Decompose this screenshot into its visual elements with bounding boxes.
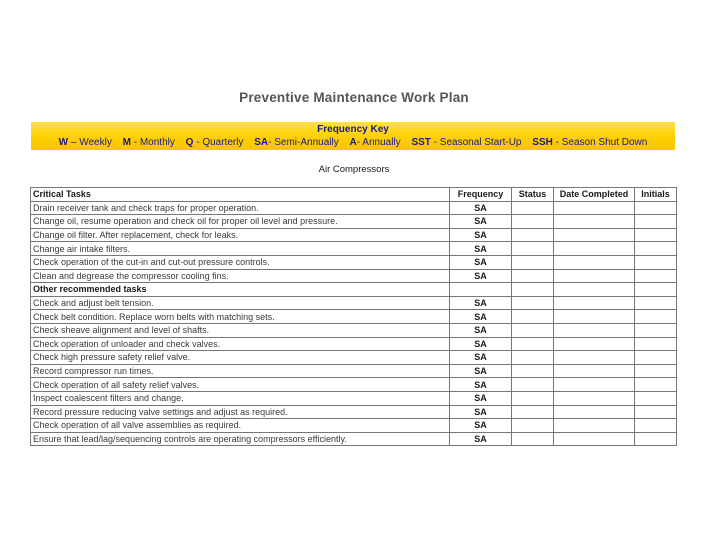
column-header-status: Status <box>512 188 554 202</box>
date-completed-cell[interactable] <box>554 419 635 433</box>
date-completed-cell[interactable] <box>554 242 635 256</box>
initials-cell[interactable] <box>635 419 677 433</box>
frequency-cell: SA <box>450 242 512 256</box>
frequency-key-item <box>254 137 339 148</box>
status-cell[interactable] <box>512 323 554 337</box>
initials-cell[interactable] <box>635 228 677 242</box>
status-cell[interactable] <box>512 242 554 256</box>
empty-cell <box>450 283 512 297</box>
task-cell: Record pressure reducing valve settings and adjust as required. <box>31 405 450 419</box>
date-completed-cell[interactable] <box>554 255 635 269</box>
date-completed-cell[interactable] <box>554 391 635 405</box>
status-cell[interactable] <box>512 201 554 215</box>
frequency-code: SST <box>411 137 431 148</box>
frequency-label: Seasonal Start-Up <box>439 137 522 148</box>
initials-cell[interactable] <box>635 405 677 419</box>
frequency-cell: SA <box>450 269 512 283</box>
table-row <box>31 296 677 310</box>
status-cell[interactable] <box>512 255 554 269</box>
frequency-cell: SA <box>450 255 512 269</box>
frequency-cell: SA <box>450 378 512 392</box>
frequency-cell: SA <box>450 215 512 229</box>
table-row <box>31 215 677 229</box>
section-title: Air Compressors <box>318 164 390 175</box>
table-row <box>31 228 677 242</box>
frequency-label: Annually <box>362 137 401 148</box>
page-title: Preventive Maintenance Work Plan <box>239 90 469 105</box>
task-cell: Check and adjust belt tension. <box>31 296 450 310</box>
empty-cell <box>635 283 677 297</box>
frequency-cell: SA <box>450 391 512 405</box>
initials-cell[interactable] <box>635 310 677 324</box>
initials-cell[interactable] <box>635 432 677 446</box>
frequency-sep: - <box>268 137 275 148</box>
frequency-label: Monthly <box>139 137 175 148</box>
frequency-sep: - <box>552 137 562 148</box>
date-completed-cell[interactable] <box>554 296 635 310</box>
column-header-initials: Initials <box>635 188 677 202</box>
task-cell: Change oil filter. After replacement, check for leaks. <box>31 228 450 242</box>
date-completed-cell[interactable] <box>554 310 635 324</box>
frequency-sep: - <box>430 137 440 148</box>
date-completed-cell[interactable] <box>554 215 635 229</box>
status-cell[interactable] <box>512 364 554 378</box>
table-row <box>31 405 677 419</box>
task-cell: Check operation of the cut-in and cut-out pressure controls. <box>31 255 450 269</box>
initials-cell[interactable] <box>635 269 677 283</box>
initials-cell[interactable] <box>635 242 677 256</box>
task-cell: Inspect coalescent filters and change. <box>31 391 450 405</box>
frequency-code: SSH <box>532 137 553 148</box>
task-cell: Check operation of all safety relief valves. <box>31 378 450 392</box>
status-cell[interactable] <box>512 351 554 365</box>
table-row <box>31 310 677 324</box>
date-completed-cell[interactable] <box>554 337 635 351</box>
task-cell: Check belt condition. Replace worn belts with matching sets. <box>31 310 450 324</box>
date-completed-cell[interactable] <box>554 364 635 378</box>
frequency-cell: SA <box>450 405 512 419</box>
frequency-cell: SA <box>450 228 512 242</box>
frequency-code: W <box>58 137 69 148</box>
task-cell: Record compressor run times. <box>31 364 450 378</box>
date-completed-cell[interactable] <box>554 228 635 242</box>
frequency-code: SA <box>254 137 269 148</box>
status-cell[interactable] <box>512 337 554 351</box>
table-row <box>31 419 677 433</box>
frequency-label: Weekly <box>79 137 112 148</box>
column-header-frequency: Frequency <box>450 188 512 202</box>
frequency-sep: - <box>193 137 203 148</box>
column-header-task: Critical Tasks <box>31 188 450 202</box>
initials-cell[interactable] <box>635 215 677 229</box>
empty-cell <box>554 283 635 297</box>
date-completed-cell[interactable] <box>554 269 635 283</box>
frequency-sep: - <box>356 137 363 148</box>
date-completed-cell[interactable] <box>554 201 635 215</box>
initials-cell[interactable] <box>635 201 677 215</box>
date-completed-cell[interactable] <box>554 432 635 446</box>
date-completed-cell[interactable] <box>554 378 635 392</box>
task-cell: Check operation of unloader and check valves. <box>31 337 450 351</box>
frequency-cell: SA <box>450 201 512 215</box>
frequency-key-item <box>532 137 647 148</box>
other-tasks-heading-body <box>31 283 677 297</box>
task-cell: Check high pressure safety relief valve. <box>31 351 450 365</box>
frequency-key-title: Frequency Key <box>317 124 389 135</box>
frequency-cell: SA <box>450 364 512 378</box>
status-cell[interactable] <box>512 310 554 324</box>
frequency-label: Semi-Annually <box>274 137 339 148</box>
task-cell: Change oil, resume operation and check oil for proper oil level and pressure. <box>31 215 450 229</box>
task-cell: Drain receiver tank and check traps for proper operation. <box>31 201 450 215</box>
frequency-cell: SA <box>450 419 512 433</box>
table-row <box>31 323 677 337</box>
table-row <box>31 201 677 215</box>
status-cell[interactable] <box>512 405 554 419</box>
task-cell: Clean and degrease the compressor cooling fins. <box>31 269 450 283</box>
frequency-key-item <box>123 137 175 148</box>
frequency-key-item <box>350 137 401 148</box>
frequency-code: M <box>122 137 131 148</box>
status-cell[interactable] <box>512 269 554 283</box>
table-row <box>31 269 677 283</box>
frequency-code: A <box>349 137 357 148</box>
frequency-sep: - <box>130 137 140 148</box>
initials-cell[interactable] <box>635 351 677 365</box>
table-row <box>31 432 677 446</box>
frequency-label: Quarterly <box>202 137 244 148</box>
initials-cell[interactable] <box>635 364 677 378</box>
task-cell: Check sheave alignment and level of shafts. <box>31 323 450 337</box>
section-subheading-row <box>31 283 677 297</box>
status-cell[interactable] <box>512 378 554 392</box>
status-cell[interactable] <box>512 215 554 229</box>
frequency-sep: – <box>68 137 80 148</box>
table-header-row <box>31 188 677 202</box>
frequency-cell: SA <box>450 432 512 446</box>
table-row <box>31 337 677 351</box>
status-cell[interactable] <box>512 296 554 310</box>
other-tasks-heading: Other recommended tasks <box>31 283 450 297</box>
initials-cell[interactable] <box>635 391 677 405</box>
status-cell[interactable] <box>512 419 554 433</box>
table-row <box>31 391 677 405</box>
critical-tasks-body <box>31 201 677 283</box>
initials-cell[interactable] <box>635 337 677 351</box>
frequency-cell: SA <box>450 296 512 310</box>
task-cell: Ensure that lead/lag/sequencing controls are operating compressors efficiently. <box>31 432 450 446</box>
frequency-cell: SA <box>450 310 512 324</box>
status-cell[interactable] <box>512 391 554 405</box>
initials-cell[interactable] <box>635 296 677 310</box>
frequency-cell: SA <box>450 337 512 351</box>
table-row <box>31 255 677 269</box>
table-row <box>31 378 677 392</box>
date-completed-cell[interactable] <box>554 405 635 419</box>
task-cell: Change air intake filters. <box>31 242 450 256</box>
frequency-cell: SA <box>450 323 512 337</box>
initials-cell[interactable] <box>635 255 677 269</box>
frequency-code: Q <box>185 137 194 148</box>
column-header-date-completed: Date Completed <box>554 188 635 202</box>
initials-cell[interactable] <box>635 378 677 392</box>
date-completed-cell[interactable] <box>554 323 635 337</box>
frequency-label: Season Shut Down <box>561 137 648 148</box>
frequency-key-items <box>31 136 675 149</box>
empty-cell <box>512 283 554 297</box>
frequency-key-item <box>186 137 244 148</box>
table-row <box>31 364 677 378</box>
other-tasks-body <box>31 296 677 446</box>
table-row <box>31 351 677 365</box>
work-plan-table <box>30 187 677 446</box>
date-completed-cell[interactable] <box>554 351 635 365</box>
frequency-key-item <box>411 137 521 148</box>
initials-cell[interactable] <box>635 323 677 337</box>
frequency-cell: SA <box>450 351 512 365</box>
table-row <box>31 242 677 256</box>
status-cell[interactable] <box>512 228 554 242</box>
frequency-key-banner <box>31 122 675 150</box>
frequency-key-item <box>59 137 112 148</box>
status-cell[interactable] <box>512 432 554 446</box>
task-cell: Check operation of all valve assemblies as required. <box>31 419 450 433</box>
